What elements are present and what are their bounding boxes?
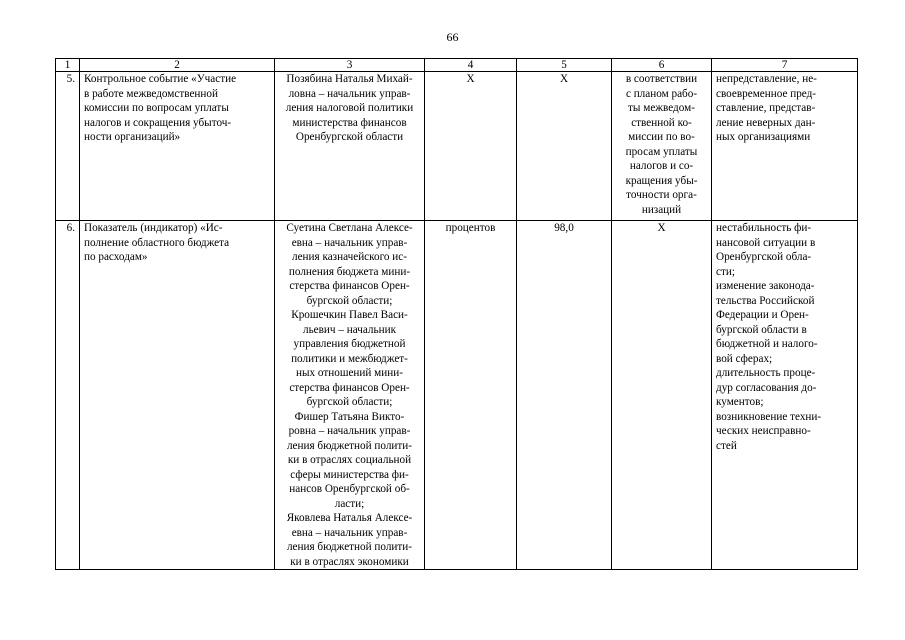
text-line: сти;: [716, 265, 735, 278]
text-line: своевременное пред-: [716, 87, 817, 100]
text-line: Х: [466, 73, 475, 85]
text-line: миссии по во-: [628, 131, 695, 143]
text-line: налогов и со-: [629, 160, 694, 172]
text-line: вой сферах;: [716, 352, 773, 365]
text-line: стей: [716, 439, 737, 452]
text-line: точности орга-: [626, 189, 697, 201]
text-line: льевич – начальник: [302, 323, 397, 336]
text-line: управления бюджетной: [293, 338, 406, 350]
row-6-value: [517, 221, 612, 570]
text-line: Показатель (индикатор) «Ис-: [84, 222, 223, 234]
row-6-plan: [612, 221, 712, 570]
row-5-plan: [612, 72, 712, 221]
col-header-1: 1: [56, 59, 80, 72]
row-6-responsible: [275, 221, 425, 570]
row-5-risks: [712, 72, 858, 221]
text-line: длительность проце-: [716, 367, 816, 379]
text-line: с планом рабо-: [625, 87, 698, 100]
row-5-unit: [425, 72, 517, 221]
text-line: ности организаций»: [84, 131, 181, 143]
col-header-6: 6: [612, 59, 712, 72]
text-line: стерства финансов Орен-: [289, 280, 410, 292]
text-line: нансовой ситуации в: [716, 236, 816, 249]
row-5-responsible: [275, 72, 425, 221]
text-line: нестабильность фи-: [716, 222, 812, 234]
text-line: полнение областного бюджета: [84, 236, 230, 249]
text-line: бюджетной и налого-: [716, 338, 818, 350]
text-line: Оренбургской области: [295, 131, 404, 143]
text-line: Суетина Светлана Алексе-: [286, 222, 413, 234]
text-line: Фишер Татьяна Викто-: [294, 410, 405, 423]
text-line: ровна – начальник управ-: [288, 425, 411, 437]
col-header-5: 5: [517, 59, 612, 72]
text-line: стерства финансов Орен-: [289, 381, 410, 394]
text-line: бургской области;: [306, 294, 393, 307]
text-line: ление неверных дан-: [716, 116, 816, 129]
text-line: комиссии по вопросам уплаты: [84, 102, 229, 114]
table-header-row: [56, 59, 858, 72]
text-line: ловна – начальник управ-: [288, 87, 411, 100]
text-line: Яковлева Наталья Алексе-: [286, 512, 413, 524]
text-line: ления налоговой политики: [285, 102, 414, 114]
text-line: ления бюджетной полити-: [286, 439, 413, 452]
text-line: нансов Оренбургской об-: [289, 483, 410, 495]
text-line: ки в отраслях социальной: [287, 454, 412, 466]
text-line: ки в отраслях экономики: [290, 555, 409, 568]
text-line: Крошечкин Павел Васи-: [291, 309, 408, 321]
col-header-4: 4: [425, 59, 517, 72]
text-line: ласти;: [334, 497, 365, 510]
text-line: сферы министерства фи-: [290, 468, 409, 481]
text-line: налогов и сокращения убыточ-: [84, 116, 232, 129]
text-line: просам уплаты: [625, 145, 698, 158]
text-line: Позябина Наталья Михай-: [286, 73, 413, 85]
col-header-2: 2: [80, 59, 275, 72]
text-line: ственной ко-: [631, 116, 692, 129]
text-line: дур согласования до-: [716, 381, 817, 394]
text-line: ты межведом-: [628, 102, 695, 114]
col-header-3: 3: [275, 59, 425, 72]
text-line: Оренбургской обла-: [716, 251, 812, 263]
row-5: [56, 72, 858, 221]
text-line: непредставление, не-: [716, 73, 817, 85]
text-line: евна – начальник управ-: [291, 526, 408, 539]
row-6-unit: [425, 221, 517, 570]
text-line: ческих неисправно-: [716, 425, 811, 437]
text-line: ления бюджетной полити-: [286, 541, 413, 553]
text-line: низаций: [641, 203, 682, 216]
text-line: 98,0: [554, 222, 574, 234]
text-line: кументов;: [716, 396, 764, 408]
text-line: министерства финансов: [292, 116, 407, 129]
text-line: бургской области в: [716, 323, 807, 336]
text-line: политики и межбюджет-: [291, 352, 408, 365]
text-line: Х: [657, 222, 666, 234]
text-line: тельства Российской: [716, 294, 815, 307]
text-line: в работе межведомственной: [84, 87, 218, 100]
row-6: [56, 221, 858, 570]
row-6-indicator: [80, 221, 275, 570]
row-5-value: [517, 72, 612, 221]
text-line: изменение законода-: [716, 280, 815, 292]
text-line: полнения бюджета мини-: [288, 265, 411, 278]
row-5-event: [80, 72, 275, 221]
text-line: евна – начальник управ-: [291, 236, 408, 249]
text-line: ных организациями: [716, 131, 811, 143]
text-line: кращения убы-: [625, 174, 698, 187]
text-line: процентов: [445, 222, 496, 234]
row-5-number: 5.: [56, 72, 80, 221]
text-line: ления казначейского ис-: [291, 251, 407, 263]
text-line: в соответствии: [625, 73, 698, 85]
text-line: бургской области;: [306, 396, 393, 408]
document-table: [55, 58, 858, 570]
row-6-risks: [712, 221, 858, 570]
text-line: по расходам»: [84, 251, 148, 263]
row-6-number: 6.: [56, 221, 80, 570]
page-number: 66: [446, 30, 459, 44]
text-line: Федерации и Орен-: [716, 309, 809, 321]
text-line: ставление, представ-: [716, 102, 816, 114]
text-line: Контрольное событие «Участие: [84, 73, 237, 85]
text-line: ных отношений мини-: [296, 367, 403, 379]
text-line: возникновение техни-: [716, 410, 822, 423]
col-header-7: 7: [712, 59, 858, 72]
text-line: Х: [559, 73, 569, 85]
